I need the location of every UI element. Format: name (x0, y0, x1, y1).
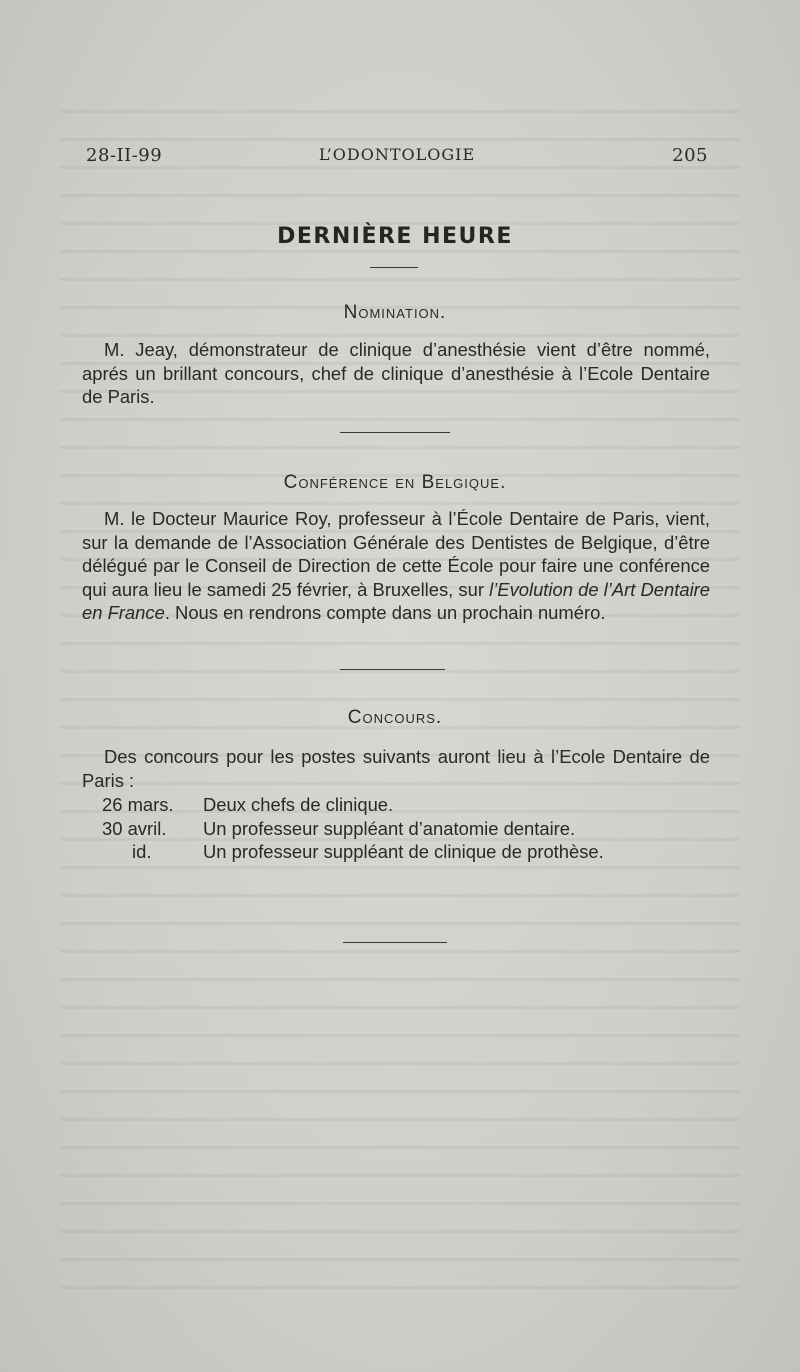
paragraph-conference-text-b: . Nous en rendrons compte dans un prochain numéro. (164, 602, 606, 623)
section-divider (340, 432, 450, 433)
section-heading-concours: Concours. (347, 707, 443, 728)
list-item (82, 840, 710, 864)
list-item (82, 817, 710, 841)
section-heading-conference: Conférence en Belgique. (283, 472, 507, 493)
list-item-text: Un professeur suppléant d’anatomie dentaire. (203, 817, 576, 839)
running-head (86, 145, 708, 175)
list-item-date: 26 mars. (102, 794, 174, 815)
list-item-text: Un professeur suppléant de clinique de prothèse. (203, 841, 604, 862)
running-head-journal: L’ODONTOLOGIE (318, 145, 476, 164)
section-divider (340, 669, 445, 670)
paragraph-nomination-text: M. Jeay, démonstrateur de clinique d’anesthésie vient d’être nommé, aprés un brillant concours, chef de clinique d’anesthésie à l’Ecole Dentaire de Paris. (82, 339, 710, 407)
title-rule (370, 267, 418, 268)
paragraph-concours (82, 745, 710, 792)
end-rule (343, 942, 447, 943)
paragraph-conference-italic: l’Evolution de l’Art Dentaire en France (82, 578, 711, 623)
paragraph-conference (82, 507, 710, 625)
running-head-date: 28-II-99 (86, 145, 163, 166)
page-title: DERNIÈRE HEURE (277, 224, 513, 249)
paragraph-concours-text: Des concours pour les postes suivants auront lieu à l’Ecole Dentaire de Paris : (82, 746, 710, 791)
page-number: 205 (672, 145, 708, 166)
list-item-date: 30 avril. (102, 817, 167, 839)
list-item-date: id. (132, 841, 152, 862)
paragraph-nomination (82, 338, 710, 409)
show-through-texture (60, 110, 740, 1290)
section-heading-nomination: Nomination. (343, 302, 447, 323)
concours-list (82, 793, 710, 864)
list-item-text: Deux chefs de clinique. (203, 794, 394, 815)
paragraph-conference-text-a: M. le Docteur Maurice Roy, professeur à l’École Dentaire de Paris, vient, sur la demande de l’Association Générale des Dentistes de Belgique, d’être délégué par le Conseil de Direction de cette École pour faire une conférence qui aura lieu le samedi 25 février, à Bruxelles, sur (82, 508, 710, 600)
list-item (82, 793, 710, 817)
